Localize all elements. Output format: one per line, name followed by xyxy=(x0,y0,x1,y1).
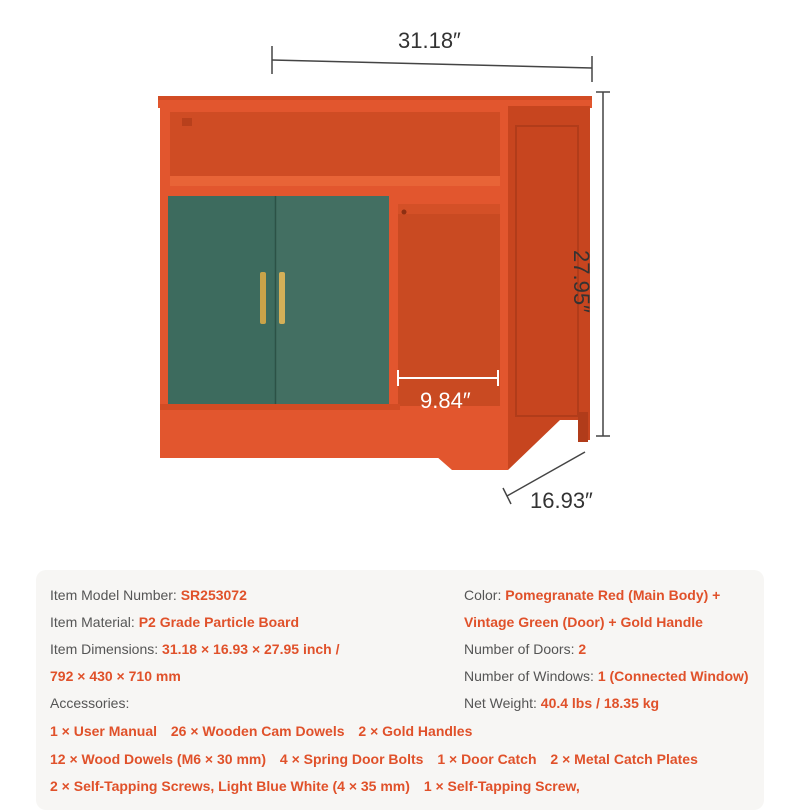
spec-dimensions-value: 31.18 × 16.93 × 27.95 inch / xyxy=(162,641,340,657)
depth-dimension-label: 16.93″ xyxy=(530,488,593,513)
spec-dimensions xyxy=(50,640,340,658)
spec-windows xyxy=(464,667,749,685)
cabinet-base xyxy=(160,406,508,470)
spec-color xyxy=(464,586,720,604)
width-dimension-label: 31.18″ xyxy=(398,28,461,53)
spec-material xyxy=(50,613,299,631)
spec-material-value: P2 Grade Particle Board xyxy=(138,614,299,630)
spec-model xyxy=(50,586,247,604)
accessory-item: 4 × Spring Door Bolts xyxy=(279,751,424,767)
right-door xyxy=(276,196,389,406)
spec-doors xyxy=(464,640,586,658)
spec-windows-value: 1 (Connected Window) xyxy=(597,668,749,684)
spec-weight-label: Net Weight: xyxy=(464,695,537,711)
spec-color-value: Pomegranate Red (Main Body) + xyxy=(505,587,721,603)
accessory-item: 1 × Self-Tapping Screw, xyxy=(423,778,580,794)
spec-model-value: SR253072 xyxy=(180,587,247,603)
spec-weight xyxy=(464,694,659,712)
accessory-item: 26 × Wooden Cam Dowels xyxy=(170,723,345,739)
height-dimension-line xyxy=(596,92,610,436)
accessory-item: 12 × Wood Dowels (M6 × 30 mm) xyxy=(50,751,267,767)
spec-dimensions-label: Item Dimensions: xyxy=(50,641,159,657)
spec-color-label: Color: xyxy=(464,587,502,603)
window-dimension-label: 9.84″ xyxy=(420,388,471,413)
accessory-item: 1 × Door Catch xyxy=(437,751,537,767)
height-dimension-label: 27.95″ xyxy=(569,250,594,313)
spec-model-label: Item Model Number: xyxy=(50,587,177,603)
spec-doors-value: 2 xyxy=(578,641,587,657)
right-gold-handle xyxy=(279,272,285,324)
spec-accessories-label: Accessories: xyxy=(50,695,130,711)
spec-material-label: Item Material: xyxy=(50,614,135,630)
spec-doors-label: Number of Doors: xyxy=(464,641,575,657)
spec-windows-label: Number of Windows: xyxy=(464,668,594,684)
spec-color-value-cont: Vintage Green (Door) + Gold Handle xyxy=(464,614,703,630)
spec-weight-value: 40.4 lbs / 18.35 kg xyxy=(540,695,660,711)
left-gold-handle xyxy=(260,272,266,324)
accessory-item: 2 × Metal Catch Plates xyxy=(550,751,698,767)
accessories-line-2 xyxy=(50,750,708,768)
accessories-line-3 xyxy=(50,777,590,795)
accessories-line-1 xyxy=(50,722,482,740)
spec-panel xyxy=(36,570,764,810)
spec-dimensions-metric: 792 × 430 × 710 mm xyxy=(50,668,181,684)
open-shelf xyxy=(170,112,500,186)
accessory-item: 2 × Self-Tapping Screws, Light Blue White (4 × 35 mm) xyxy=(50,778,410,794)
accessory-item: 2 × Gold Handles xyxy=(358,723,473,739)
accessory-item: 1 × User Manual xyxy=(50,723,157,739)
left-door xyxy=(168,196,275,406)
